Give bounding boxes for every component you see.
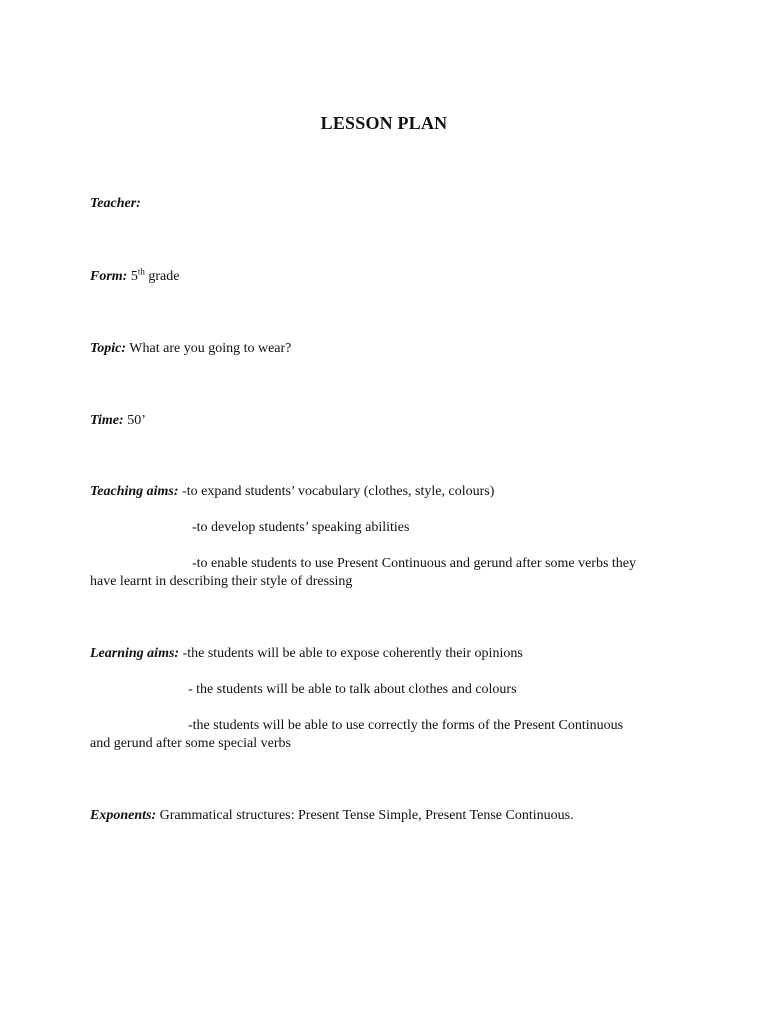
time-line <box>90 412 690 430</box>
form-suffix: th <box>137 266 145 277</box>
topic-line <box>90 340 690 358</box>
document-title: LESSON PLAN <box>320 113 448 133</box>
form-number: 5 <box>130 269 138 284</box>
topic-value: What are you going to wear? <box>129 341 292 356</box>
teacher-label: Teacher: <box>90 196 141 211</box>
exponents-label: Exponents: <box>90 808 157 823</box>
time-label: Time: <box>90 413 124 428</box>
time-value: 50’ <box>127 413 146 428</box>
teaching-aims-line <box>90 483 690 501</box>
teaching-aim-item: -to expand students’ vocabulary (clothes, style, colours) <box>182 484 495 499</box>
learning-aims-label: Learning aims: <box>90 646 180 661</box>
form-rest: grade <box>148 269 180 284</box>
topic-label: Topic: <box>90 341 127 356</box>
learning-aim-item: - the students will be able to talk about clothes and colours <box>188 682 517 697</box>
learning-aim-item: -the students will be able to expose coherently their opinions <box>182 646 523 661</box>
learning-aim-item-continued: and gerund after some special verbs <box>90 736 291 751</box>
teaching-aim-item: -to develop students’ speaking abilities <box>192 520 410 535</box>
teacher-line <box>90 195 690 213</box>
form-label: Form: <box>90 269 128 284</box>
teaching-aim-item-continued: have learnt in describing their style of dressing <box>90 574 353 589</box>
teaching-aim-item: -to enable students to use Present Continuous and gerund after some verbs they <box>192 556 637 571</box>
exponents-value: Grammatical structures: Present Tense Simple, Present Tense Continuous. <box>159 808 574 823</box>
teaching-aims-label: Teaching aims: <box>90 484 179 499</box>
learning-aims-line <box>90 645 690 663</box>
exponents-line <box>90 807 690 825</box>
learning-aim-item: -the students will be able to use correctly the forms of the Present Continuous <box>188 718 624 733</box>
form-line <box>90 268 690 286</box>
